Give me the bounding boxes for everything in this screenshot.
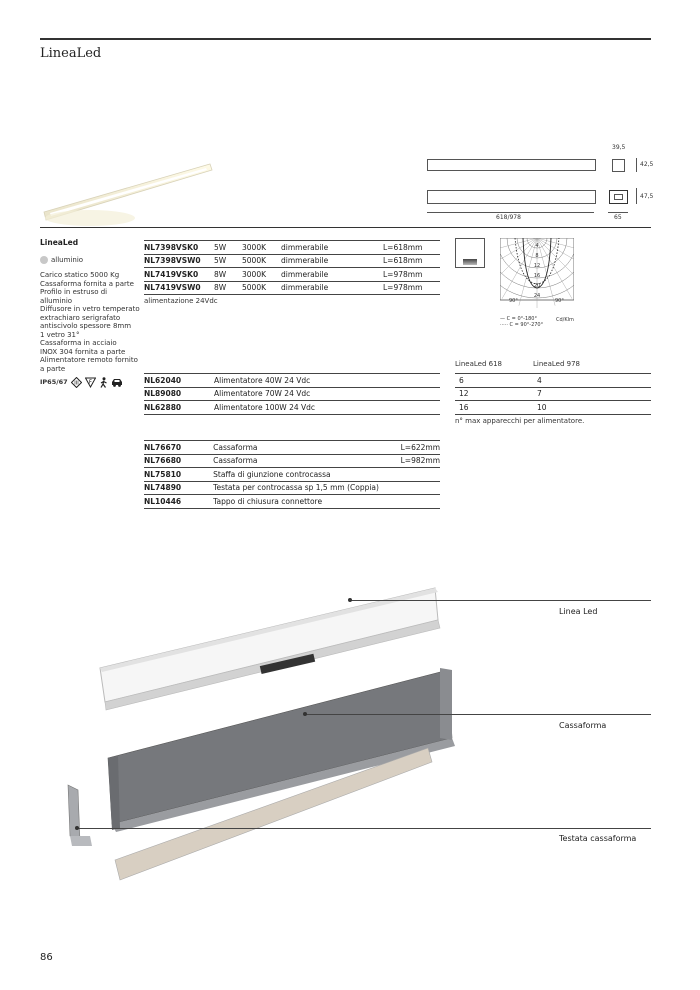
callout-dot-linea — [348, 598, 352, 602]
class-iii-icon — [71, 377, 82, 388]
polar-ring-label: 16 — [533, 273, 541, 279]
material-label: alluminio — [51, 256, 84, 264]
max-618: 12 — [455, 387, 537, 401]
callout-line-linea — [350, 600, 651, 601]
top-rule — [40, 38, 651, 40]
section-top-box — [612, 159, 625, 172]
max-978: 7 — [537, 387, 651, 401]
accessory-desc: Testata per controcassa sp 1,5 mm (Coppia) — [213, 481, 400, 495]
driver-code: NL89080 — [144, 387, 214, 401]
accessory-code: NL76670 — [144, 441, 213, 455]
article-row — [144, 241, 440, 255]
beam-glyph — [463, 259, 477, 265]
svg-text:III: III — [73, 380, 79, 387]
dim-width: 65 — [614, 214, 622, 221]
article-length: L=618mm — [383, 254, 440, 268]
description-line: 1 vetro 31° — [40, 330, 80, 339]
drivers-table — [144, 373, 440, 415]
beam-thumbnail — [455, 238, 485, 268]
description-line: extrachiaro serigrafato — [40, 313, 121, 322]
driver-row — [144, 387, 440, 401]
polar-angle-left: 90° — [509, 298, 518, 304]
max-618: 6 — [455, 374, 537, 388]
article-length: L=618mm — [383, 241, 440, 255]
article-power: 5W — [214, 254, 242, 268]
polar-ring-label: 24 — [533, 293, 541, 299]
dim-length-line — [427, 212, 594, 213]
articles-table — [144, 240, 440, 295]
article-power: 8W — [214, 281, 242, 295]
accessory-length: L=982mm — [401, 454, 440, 468]
accessory-length — [401, 468, 440, 482]
driver-desc: Alimentatore 40W 24 Vdc — [214, 374, 440, 388]
drive-over-icon — [111, 377, 123, 388]
accessory-row — [144, 495, 440, 509]
article-length: L=978mm — [383, 268, 440, 282]
accessory-desc: Cassaforma — [213, 454, 400, 468]
description-line: INOX 304 fornita a parte — [40, 347, 126, 356]
description-line: antiscivolo spessore 8mm — [40, 322, 132, 330]
photometric-legend — [500, 316, 543, 328]
accessory-code: NL10446 — [144, 495, 213, 509]
product-description — [40, 271, 140, 373]
article-row — [144, 281, 440, 295]
accessory-desc: Tappo di chiusura connettore — [213, 495, 400, 509]
accessory-row — [144, 481, 440, 495]
accessory-code: NL74890 — [144, 481, 213, 495]
dim-tick — [636, 158, 637, 172]
product-name: LineaLed — [40, 238, 79, 247]
article-dimmable: dimmerabile — [281, 268, 383, 282]
article-row — [144, 268, 440, 282]
driver-code: NL62880 — [144, 401, 214, 415]
max-head-618: LineaLed 618 — [455, 360, 502, 368]
accessory-row — [144, 454, 440, 468]
callout-dot-testata — [75, 826, 79, 830]
profile-top-view — [427, 159, 596, 171]
testata-body — [68, 785, 92, 846]
article-temp: 3000K — [242, 241, 281, 255]
photometric-unit: Cd/Klm — [556, 317, 574, 323]
article-temp: 5000K — [242, 254, 281, 268]
dim-top-side: 39,5 — [612, 144, 626, 151]
callout-linea-led: Linea Led — [559, 607, 598, 616]
article-dimmable: dimmerabile — [281, 241, 383, 255]
legend-c90: ····· C = 90°-270° — [500, 322, 544, 328]
description-line: Diffusore in vetro temperato — [40, 305, 140, 313]
accessory-length — [401, 495, 440, 509]
callout-line-cassa — [305, 714, 651, 715]
callout-testata: Testata cassaforma — [559, 834, 637, 843]
description-line: Cassaforma fornita a parte — [40, 279, 134, 288]
article-dimmable: dimmerabile — [281, 254, 383, 268]
polar-angle-right: 90° — [555, 298, 564, 304]
article-row — [144, 254, 440, 268]
material-swatch — [40, 256, 48, 264]
max-devices-table — [455, 373, 651, 415]
power-note: alimentazione 24Vdc — [144, 297, 218, 305]
max-618: 16 — [455, 401, 537, 415]
dim-length: 618/978 — [496, 214, 521, 221]
description-line: Carico statico 5000 Kg — [40, 271, 120, 279]
dim-bottom-height: 47,5 — [640, 193, 654, 200]
section-bottom-inner — [614, 194, 623, 200]
article-code: NL7419VSK0 — [144, 268, 214, 282]
max-978: 10 — [537, 401, 651, 415]
article-code: NL7398VSK0 — [144, 241, 214, 255]
description-line: a parte — [40, 364, 66, 373]
max-978: 4 — [537, 374, 651, 388]
svg-text:F: F — [88, 379, 92, 386]
page-title: LineaLed — [40, 46, 102, 61]
ip-rating: IP65/67 — [40, 378, 68, 387]
legend-c0: — C = 0°-180° — [500, 316, 537, 322]
dim-top-height: 42,5 — [640, 161, 654, 168]
section-rule — [40, 227, 651, 228]
accessory-code: NL76680 — [144, 454, 213, 468]
accessories-table — [144, 440, 440, 509]
callout-cassaforma: Cassaforma — [559, 721, 607, 730]
article-code: NL7419VSW0 — [144, 281, 214, 295]
walkover-icon — [99, 377, 108, 388]
max-row — [455, 374, 651, 388]
driver-row — [144, 401, 440, 415]
max-note: n° max apparecchi per alimentatore. — [455, 417, 585, 425]
callout-dot-cassa — [303, 712, 307, 716]
polar-ring-label: 8 — [535, 253, 539, 259]
max-head-978: LineaLed 978 — [533, 360, 580, 368]
accessory-row — [144, 468, 440, 482]
page-number: 86 — [40, 952, 53, 963]
polar-ring-label: 20 — [533, 283, 541, 289]
article-code: NL7398VSW0 — [144, 254, 214, 268]
certification-icons — [40, 377, 123, 388]
description-line: Profilo in estruso di alluminio — [40, 288, 108, 305]
accessory-row — [144, 441, 440, 455]
max-row — [455, 401, 651, 415]
driver-desc: Alimentatore 70W 24 Vdc — [214, 387, 440, 401]
f-mark-icon — [85, 377, 96, 388]
article-temp: 3000K — [242, 268, 281, 282]
dim-width-line — [608, 212, 628, 213]
article-power: 5W — [214, 241, 242, 255]
article-dimmable: dimmerabile — [281, 281, 383, 295]
description-line: Cassaforma in acciaio — [40, 339, 117, 347]
max-row — [455, 387, 651, 401]
article-temp: 5000K — [242, 281, 281, 295]
accessory-desc: Cassaforma — [213, 441, 400, 455]
polar-ring-label: 12 — [533, 263, 541, 269]
exploded-view — [60, 570, 460, 900]
article-power: 8W — [214, 268, 242, 282]
product-photo — [40, 160, 215, 235]
description-line: Alimentatore remoto fornito — [40, 356, 138, 364]
photometric-chart — [500, 238, 574, 318]
callout-line-testata — [77, 828, 651, 829]
driver-row — [144, 374, 440, 388]
polar-ring-label: 4 — [535, 243, 539, 249]
driver-desc: Alimentatore 100W 24 Vdc — [214, 401, 440, 415]
driver-code: NL62040 — [144, 374, 214, 388]
accessory-desc: Staffa di giunzione controcassa — [213, 468, 400, 482]
accessory-code: NL75810 — [144, 468, 213, 482]
accessory-length: L=622mm — [401, 441, 440, 455]
accessory-length — [401, 481, 440, 495]
article-length: L=978mm — [383, 281, 440, 295]
profile-side-view — [427, 190, 596, 204]
dim-tick — [636, 188, 637, 204]
